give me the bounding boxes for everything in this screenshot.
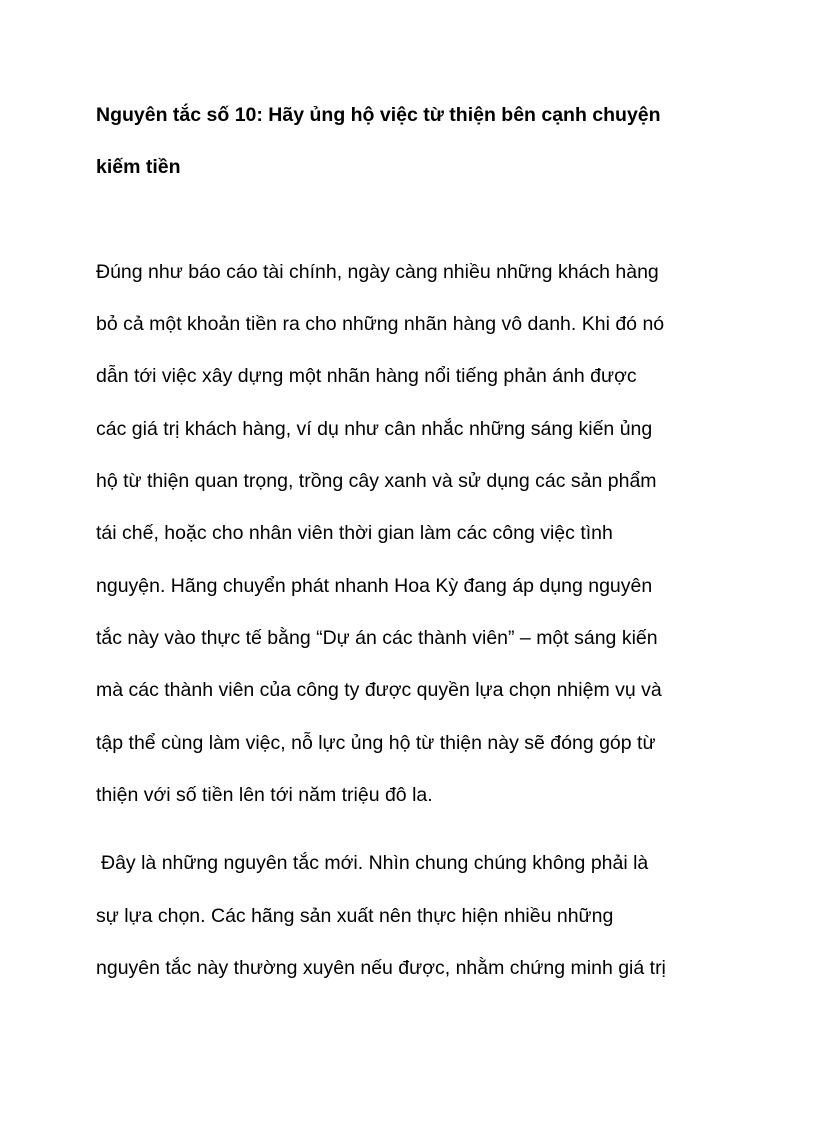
paragraph-1-line: hộ từ thiện quan trọng, trồng cây xanh và sử dụng các sản phẩm: [96, 470, 657, 492]
paragraph-2-line: nguyên tắc này thường xuyên nếu được, nhằm chứng minh giá trị: [96, 957, 666, 979]
paragraph-2-line: Đây là những nguyên tắc mới. Nhìn chung chúng không phải là: [101, 852, 649, 874]
paragraph-2-line: sự lựa chọn. Các hãng sản xuất nên thực hiện nhiều những: [96, 905, 614, 927]
paragraph-1-line: dẫn tới việc xây dựng một nhãn hàng nổi tiếng phản ánh được: [96, 365, 637, 387]
heading-line-1: Nguyên tắc số 10: Hãy ủng hộ việc từ thiện bên cạnh chuyện: [96, 104, 661, 126]
paragraph-1-line: bỏ cả một khoản tiền ra cho những nhãn hàng vô danh. Khi đó nó: [96, 313, 665, 335]
heading-line-2: kiếm tiền: [96, 156, 181, 178]
paragraph-1-line: tái chế, hoặc cho nhân viên thời gian làm các công việc tình: [96, 522, 613, 544]
paragraph-1-line: Đúng như báo cáo tài chính, ngày càng nhiều những khách hàng: [96, 261, 659, 283]
paragraph-1-line: nguyện. Hãng chuyển phát nhanh Hoa Kỳ đang áp dụng nguyên: [96, 575, 653, 597]
paragraph-1-line: thiện với số tiền lên tới năm triệu đô la.: [96, 784, 433, 806]
paragraph-1-line: tập thể cùng làm việc, nỗ lực ủng hộ từ thiện này sẽ đóng góp từ: [96, 732, 656, 754]
paragraph-1-line: các giá trị khách hàng, ví dụ như cân nhắc những sáng kiến ủng: [96, 418, 653, 440]
paragraph-1-line: mà các thành viên của công ty được quyền lựa chọn nhiệm vụ và: [96, 679, 662, 701]
paragraph-1-line: tắc này vào thực tế bằng “Dự án các thành viên” – một sáng kiến: [96, 627, 658, 649]
